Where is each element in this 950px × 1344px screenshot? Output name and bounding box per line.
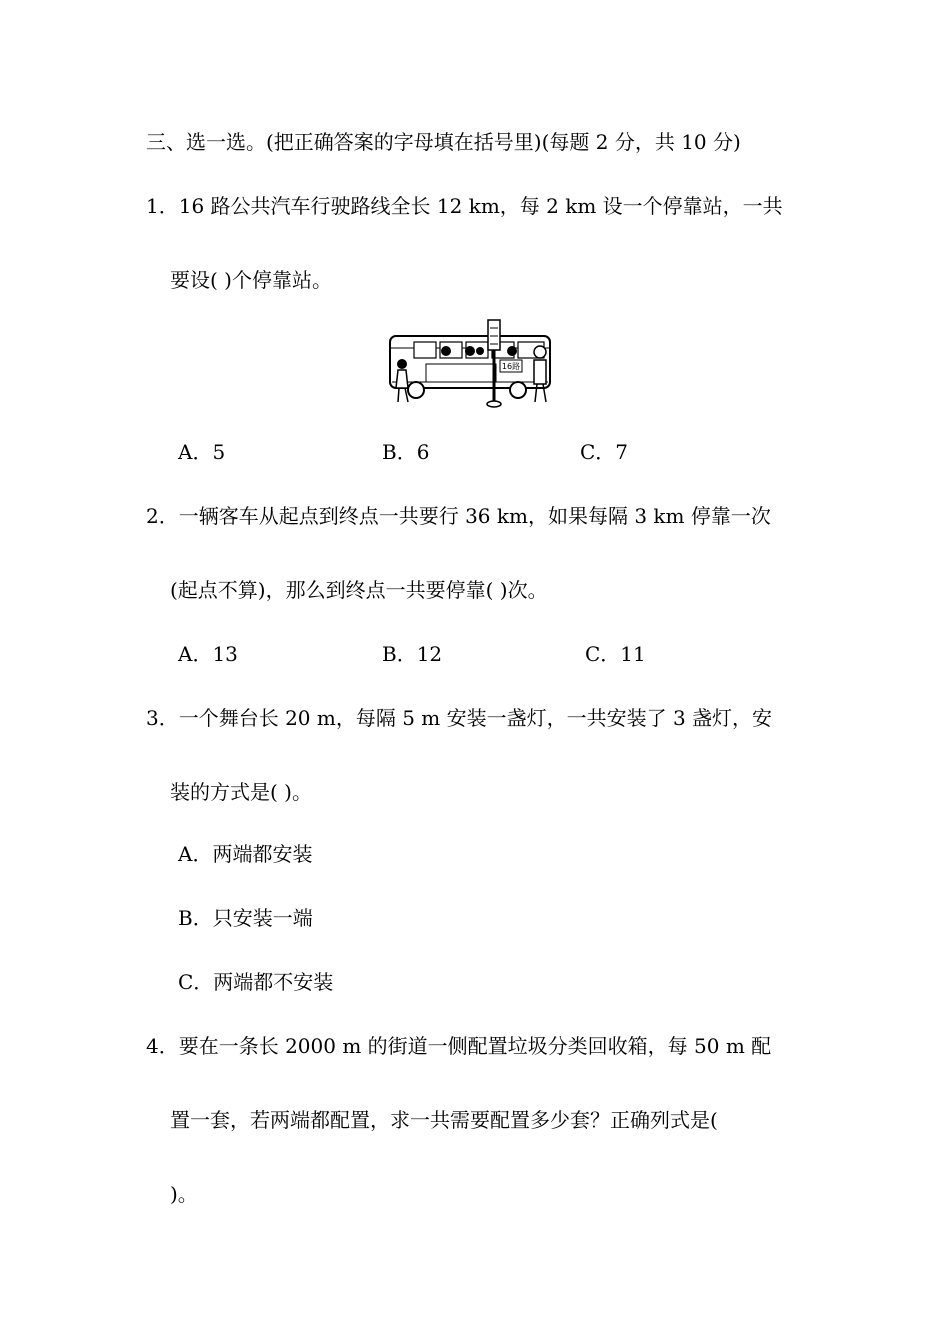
- question-3-line-1: 3．一个舞台长 20 m，每隔 5 m 安装一盏灯，一共安装了 3 盏灯，安: [146, 706, 773, 730]
- passenger-icon: [441, 346, 451, 356]
- passenger-icon: [476, 347, 484, 355]
- question-2-option-c: C．11: [585, 642, 646, 666]
- question-2-option-a: A．13: [178, 642, 238, 666]
- question-3-option-a: A．两端都安装: [178, 842, 313, 866]
- route-label: 16路: [501, 362, 521, 371]
- question-4-line-3: )。: [170, 1182, 198, 1206]
- question-1-option-c: C．7: [580, 440, 629, 464]
- question-3-option-b: B．只安装一端: [178, 906, 313, 930]
- wheel-icon: [510, 382, 526, 398]
- question-4-line-2: 置一套，若两端都配置，求一共需要配置多少套？正确列式是(: [170, 1108, 718, 1132]
- person-icon: [397, 359, 407, 369]
- question-4-line-1: 4．要在一条长 2000 m 的街道一侧配置垃圾分类回收箱，每 50 m 配: [146, 1034, 772, 1058]
- question-3-line-2: 装的方式是( )。: [170, 780, 312, 804]
- question-1-line-2: 要设( )个停靠站。: [170, 268, 332, 292]
- person-icon: [534, 346, 546, 358]
- question-2-line-1: 2．一辆客车从起点到终点一共要行 36 km，如果每隔 3 km 停靠一次: [146, 504, 771, 528]
- question-1-line-1: 1．16 路公共汽车行驶路线全长 12 km，每 2 km 设一个停靠站，一共: [146, 194, 783, 218]
- question-3-option-c: C．两端都不安装: [178, 970, 334, 994]
- wheel-icon: [408, 382, 424, 398]
- question-1-option-a: A．5: [178, 440, 226, 464]
- section-title: 三、选一选。(把正确答案的字母填在括号里)(每题 2 分，共 10 分): [146, 130, 741, 154]
- passenger-icon: [507, 346, 517, 356]
- bus-stop-illustration: [386, 318, 562, 410]
- passenger-icon: [465, 346, 475, 356]
- question-2-line-2: (起点不算)，那么到终点一共要停靠( )次。: [170, 578, 548, 602]
- question-2-option-b: B．12: [382, 642, 443, 666]
- question-1-option-b: B．6: [382, 440, 430, 464]
